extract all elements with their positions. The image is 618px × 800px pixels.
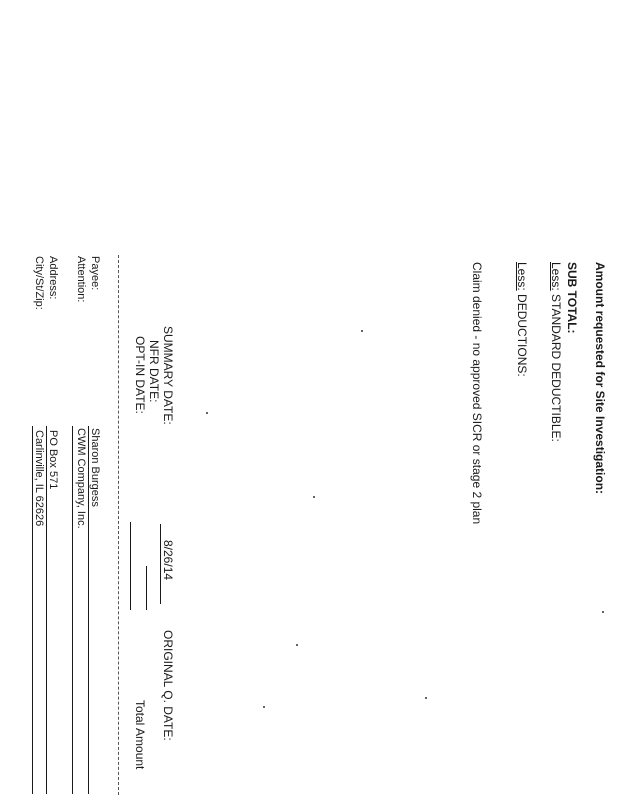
total-amount-label: Total Amount — [133, 700, 147, 770]
opt-in-date-line — [130, 522, 131, 610]
summary-date-value: 8/26/14 — [161, 540, 175, 581]
scan-speck — [206, 412, 208, 414]
section-divider — [118, 255, 119, 795]
city-line — [32, 426, 33, 794]
sub-total-label: SUB TOTAL: — [565, 262, 579, 334]
payee-line — [88, 426, 89, 794]
less-label-deductions: Less: — [515, 262, 529, 291]
city-value: Carlinville, IL 62626 — [33, 430, 45, 527]
scan-speck — [425, 697, 427, 699]
address-label: Address: — [47, 256, 59, 300]
payee-value: Sharon Burgess — [89, 428, 101, 507]
standard-deductible-row — [550, 262, 562, 442]
amount-requested-label: Amount requested for Site Investigation: — [593, 262, 607, 495]
attention-line — [72, 426, 73, 794]
city-label: City/St/Zip: — [33, 256, 45, 310]
summary-date-line — [160, 524, 161, 604]
standard-deductible-label: STANDARD DEDUCTIBLE: — [549, 294, 563, 442]
nfr-date-label: NFR DATE: — [147, 340, 161, 403]
less-label: Less: — [549, 262, 563, 291]
attention-value: CWM Company, Inc. — [75, 428, 87, 529]
scan-speck — [361, 330, 363, 332]
payee-label: Payee: — [89, 256, 101, 291]
opt-in-date-label: OPT-IN DATE: — [133, 336, 147, 414]
original-q-date-label: ORIGINAL Q. DATE: — [161, 630, 175, 741]
claim-denied-note: Claim denied - no approved SICR or stage 2 plan — [470, 262, 484, 525]
scan-speck — [602, 611, 604, 613]
address-value: PO Box 571 — [47, 430, 59, 490]
address-line — [46, 426, 47, 794]
attention-label: Attention: — [75, 256, 87, 303]
nfr-date-line — [146, 566, 147, 610]
scan-speck — [263, 706, 265, 708]
deductions-label: DEDUCTIONS: — [515, 294, 529, 377]
scan-speck — [296, 644, 298, 646]
deductions-row — [516, 262, 528, 377]
summary-date-label: SUMMARY DATE: — [161, 326, 175, 425]
scan-speck — [313, 496, 315, 498]
